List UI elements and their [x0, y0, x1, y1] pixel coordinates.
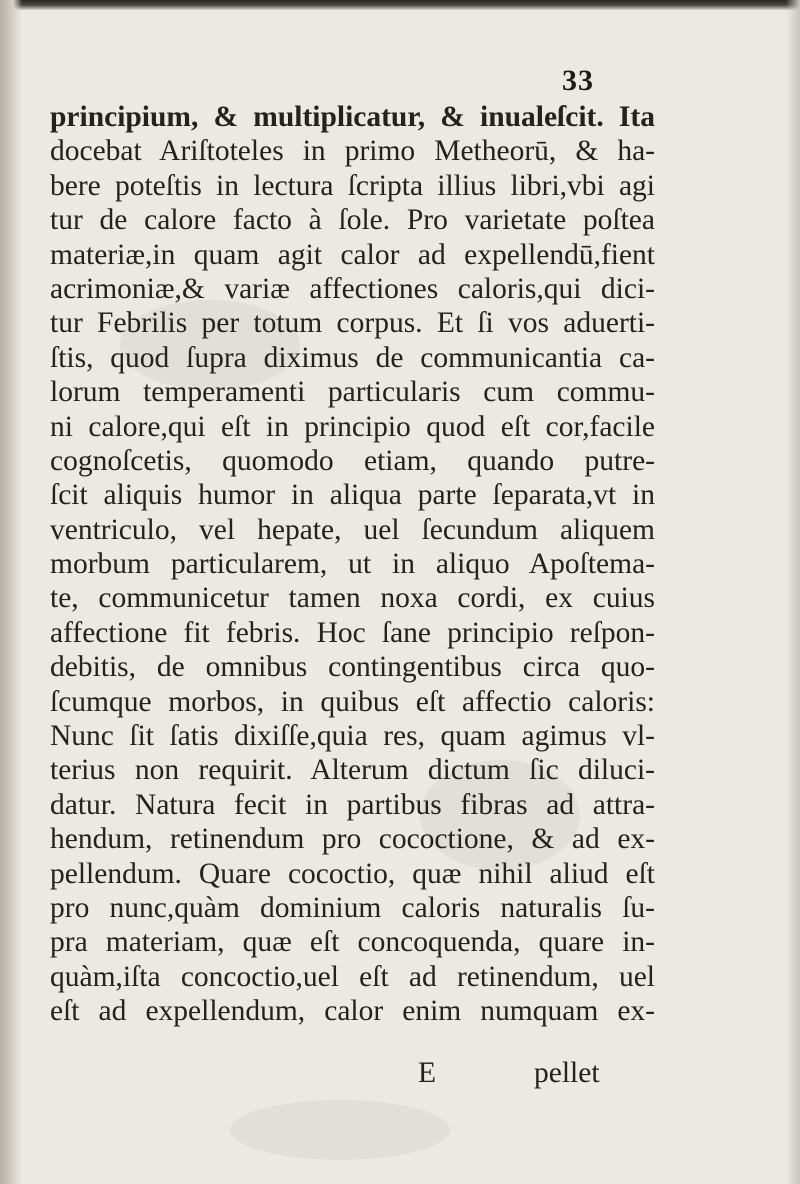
text-line: ventriculo, vel hepate, uel ſecundum aliquem — [50, 513, 655, 546]
text-line: ſcit aliquis humor in aliqua parte ſeparata,vt in — [50, 479, 655, 512]
page-number: 33 — [562, 64, 594, 97]
text-line: tur de calore facto à ſole. Pro varietate poſtea — [50, 204, 655, 237]
text-line: terius non requirit. Alterum dictum ſic diluci- — [50, 754, 655, 787]
page-footer — [50, 1057, 655, 1091]
signature-mark: E — [418, 1057, 437, 1089]
text-line: cognoſcetis, quomodo etiam, quando putre- — [50, 444, 655, 477]
text-line: ſcumque morbos, in quibus eſt affectio caloris: — [50, 685, 655, 718]
page-top-edge — [0, 0, 800, 10]
text-line: ſtis, quod ſupra diximus de communicantia ca- — [50, 341, 655, 374]
text-line: datur. Natura fecit in partibus fibras ad attra- — [50, 788, 655, 821]
text-line: bere poteſtis in lectura ſcripta illius libri,vbi agi — [50, 169, 655, 202]
text-line: lorum temperamenti particularis cum commu- — [50, 376, 655, 409]
text-line: pro nunc,quàm dominium caloris naturalis ſu- — [50, 891, 655, 924]
catchword: pellet — [534, 1057, 600, 1089]
text-line: tur Febrilis per totum corpus. Et ſi vos aduerti- — [50, 307, 655, 340]
text-line: pra materiam, quæ eſt concoquenda, quare in- — [50, 926, 655, 959]
body-text — [50, 100, 655, 1029]
text-line: affectione fit febris. Hoc ſane principio reſpon- — [50, 616, 655, 649]
text-line: ni calore,qui eſt in principio quod eſt cor,facile — [50, 410, 655, 443]
text-line: eſt ad expellendum, calor enim numquam ex- — [50, 995, 655, 1028]
text-line: materiæ,in quam agit calor ad expellendū,fient — [50, 238, 655, 271]
page-gutter-shadow — [0, 0, 22, 1184]
text-line: pellendum. Quare cococtio, quæ nihil aliud eſt — [50, 857, 655, 890]
text-line: morbum particularem, ut in aliquo Apoſtema- — [50, 548, 655, 581]
page-right-edge — [786, 0, 800, 1184]
text-line: debitis, de omnibus contingentibus circa quo- — [50, 651, 655, 684]
text-line: Nunc ſit ſatis dixiſſe,quia res, quam agimus vl- — [50, 720, 655, 753]
text-line: quàm,iſta concoctio,uel eſt ad retinendum, uel — [50, 960, 655, 993]
text-line: docebat Ariſtoteles in primo Metheorū, & ha- — [50, 135, 655, 168]
text-line: te, communicetur tamen noxa cordi, ex cuius — [50, 582, 655, 615]
text-line: principium, & multiplicatur, & inualeſcit. Ita — [50, 101, 655, 133]
paper-stain — [230, 1100, 450, 1160]
text-line: hendum, retinendum pro cococtione, & ad ex- — [50, 823, 655, 856]
text-line: acrimoniæ,& variæ affectiones caloris,qui dici- — [50, 272, 655, 305]
